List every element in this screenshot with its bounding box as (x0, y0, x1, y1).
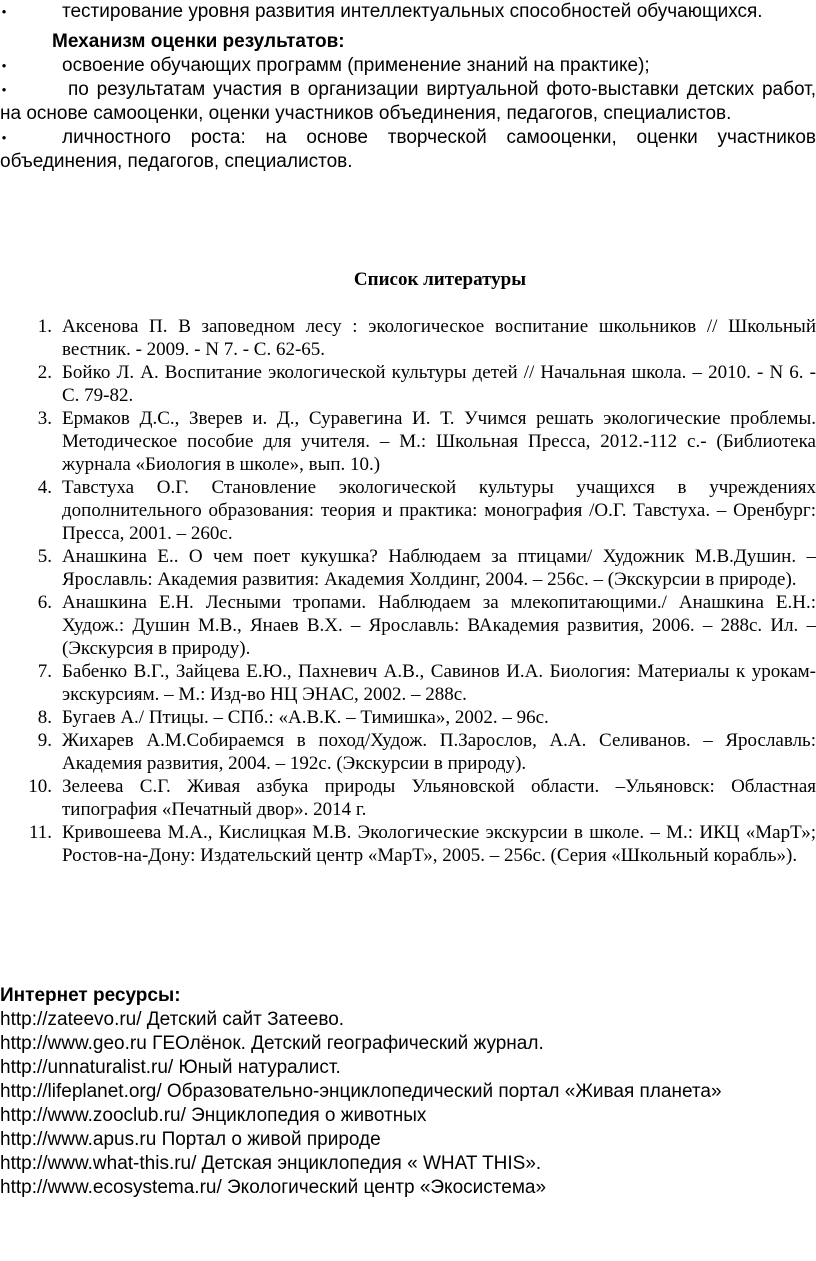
literature-item: 2. Бойко Л. А. Воспитание экологической культуры детей // Начальная школа. – 2010. - N 6. - С. 79-82. (37, 362, 816, 406)
resource-link[interactable]: http://www.geo.ru ГЕОлёнок. Детский географический журнал. (0, 1033, 544, 1054)
resource-link[interactable]: http://lifeplanet.org/ Образовательно-энциклопедический портал «Живая планета» (0, 1081, 722, 1102)
resource-link[interactable]: http://www.what-this.ru/ Детская энциклопедия « WHAT THIS». (0, 1153, 542, 1174)
literature-item: 3. Ермаков Д.С., Зверев и. Д., Суравегина И. Т. Учимся решать экологические проблемы. Методическое пособие для учителя. – М.: Школьная Пресса, 2012.-112 с.- (Библиотека журнала «Биология в школе», вып. 10.) (37, 408, 816, 475)
bullet-icon: • (1, 82, 7, 97)
internet-heading: Интернет ресурсы: (0, 985, 181, 1006)
resource-link[interactable]: http://www.ecosystema.ru/ Экологический центр «Экосистема» (0, 1177, 547, 1198)
bullet-icon: • (1, 130, 7, 145)
literature-item: 7. Бабенко В.Г., Зайцева Е.Ю., Пахневич А.В., Савинов И.А. Биология: Материалы к урокам-экскурсиям. – М.: Изд-во НЦ ЭНАС, 2002. – 288с. (37, 661, 816, 705)
literature-item: 8. Бугаев А./ Птицы. – СПб.: «А.В.К. – Тимишка», 2002. – 96с. (37, 707, 549, 728)
literature-item: 10. Зелеева С.Г. Живая азбука природы Ульяновской области. –Ульяновск: Областная типография «Печатный двор». 2014 г. (28, 776, 816, 820)
literature-item: 6. Анашкина Е.Н. Лесными тропами. Наблюдаем за млекопитающими./ Анашкина Е.Н.: Худож.: Душин М.В., Янаев В.Х. – Ярославль: ВАкадемия развития, 2006. – 288с. Ил. – (Экскурсия в природу). (37, 592, 816, 659)
resource-link[interactable]: http://www.apus.ru Портал о живой природе (0, 1129, 381, 1150)
assessment-heading: Механизм оценки результатов: (52, 31, 345, 52)
resource-link[interactable]: http://unnaturalist.ru/ Юный натуралист. (0, 1057, 341, 1078)
literature-item: 4. Тавстуха О.Г. Становление экологической культуры учащихся в учреждениях дополнительного образования: теория и практика: монография /О.Г. Тавстуха. – Оренбург: Пресса, 2001. – 260с. (37, 477, 816, 544)
literature-list (0, 315, 816, 867)
document-page: • тестирование уровня развития интеллектуальных способностей обучающихся. Механизм оценки результатов: • освоение обучающих программ (применение знаний на практике); • по результатам участия в организации виртуальной фото-выставки детских работ, на основе самооценки, оценки участников объединения, педагогов, специалистов. • личностного роста: на основе творческой самооценки, оценки участников объединения, педагогов, специалистов. Список литературы 1. Аксенова П. В заповедном лесу : экологическое воспитание школьников // Школьный вестник. - 2009. - N 7. - С. 62-65. 2. Бойко Л. А. Воспитание экологической культуры детей // Начальная школа. – 2010. - N 6. - С. 79-82. 3. Ермаков Д.С., Зверев и. Д., Суравегина И. Т. Учимся решать экологические проблемы. Методическое пособие для учителя. – М.: Школьная Пресса, 2012.-112 с.- (Библиотека журнала «Биология в школе», вып. 10.) 4. Тавстуха О.Г. Становление экологической культуры учащихся в учреждениях дополнительного образования: теория и практика: монография /О.Г. Тавстуха. – Оренбург: Пресса, 2001. – 260с. 5. Анашкина Е.. О чем поет кукушка? Наблюдаем за птицами/ Художник М.В.Душин. – Ярославль: Академия развития: Академия Холдинг, 2004. – 256с. – (Экскурсии в природе). 6. Анашкина Е.Н. Лесными тропами. Наблюдаем за млекопитающими./ Анашкина Е.Н.: Худож.: Душин М.В., Янаев В.Х. – Ярославль: ВАкадемия развития, 2006. – 288с. Ил. – (Экскурсия в природу). 7. Бабенко В.Г., Зайцева Е.Ю., Пахневич А.В., Савинов И.А. Биология: Материалы к урокам-экскурсиям. – М.: Изд-во НЦ ЭНАС, 2002. – 288с. 8. Бугаев А./ Птицы. – СПб.: «А.В.К. – Тимишка», 2002. – 96с. 9. Жихарев А.М.Собираемся в поход/Худож. П.Зарослов, А.А. Селиванов. – Ярославль: Академия развития, 2004. – 192с. (Экскурсии в природу). 10. Зелеева С.Г. Живая азбука природы Ульяновской области. –Ульяновск: Областная типография «Печатный двор». 2014 г. 11. Кривошеева М.А., Кислицкая М.В. Экологические экскурсии в школе. – М.: ИКЦ «МарТ»; Ростов-на-Дону: Издательский центр «МарТ», 2005. – 256с. (Серия «Школьный корабль»). Интернет ресурсы: http://zateevo.ru/ Детский сайт Затеево. http://www.geo.ru ГЕОлёнок. Детский географический журнал. http://unnaturalist.ru/ Юный натуралист. http://lifeplanet.org/ Образовательно-энциклопедический портал «Живая планета» http://www.zooclub.ru/ Энциклопедия о животных http://www.apus.ru Портал о живой природе http://www.what-this.ru/ Детская энциклопедия « WHAT THIS». http://www.ecosystema.ru/ Экологический центр «Экосистема» (0, 0, 816, 1261)
bullet-icon: • (1, 58, 7, 73)
resource-link[interactable]: http://zateevo.ru/ Детский сайт Затеево. (0, 1009, 345, 1030)
literature-item: 11. Кривошеева М.А., Кислицкая М.В. Экологические экскурсии в школе. – М.: ИКЦ «МарТ»; Ростов-на-Дону: Издательский центр «МарТ», 2005. – 256с. (Серия «Школьный корабль»). (28, 822, 816, 866)
literature-item: 9. Жихарев А.М.Собираемся в поход/Худож. П.Зарослов, А.А. Селиванов. – Ярославль: Академия развития, 2004. – 192с. (Экскурсии в природу). (37, 730, 816, 774)
bullet-icon: • (1, 4, 7, 19)
resource-link[interactable]: http://www.zooclub.ru/ Энциклопедия о животных (0, 1105, 427, 1126)
literature-item: 5. Анашкина Е.. О чем поет кукушка? Наблюдаем за птицами/ Художник М.В.Душин. – Ярославль: Академия развития: Академия Холдинг, 2004. – 256с. – (Экскурсии в природе). (37, 546, 816, 590)
literature-item: 1. Аксенова П. В заповедном лесу : экологическое воспитание школьников // Школьный вестник. - 2009. - N 7. - С. 62-65. (37, 316, 816, 360)
internet-resources (0, 984, 816, 1200)
literature-title: Список литературы (353, 269, 527, 290)
